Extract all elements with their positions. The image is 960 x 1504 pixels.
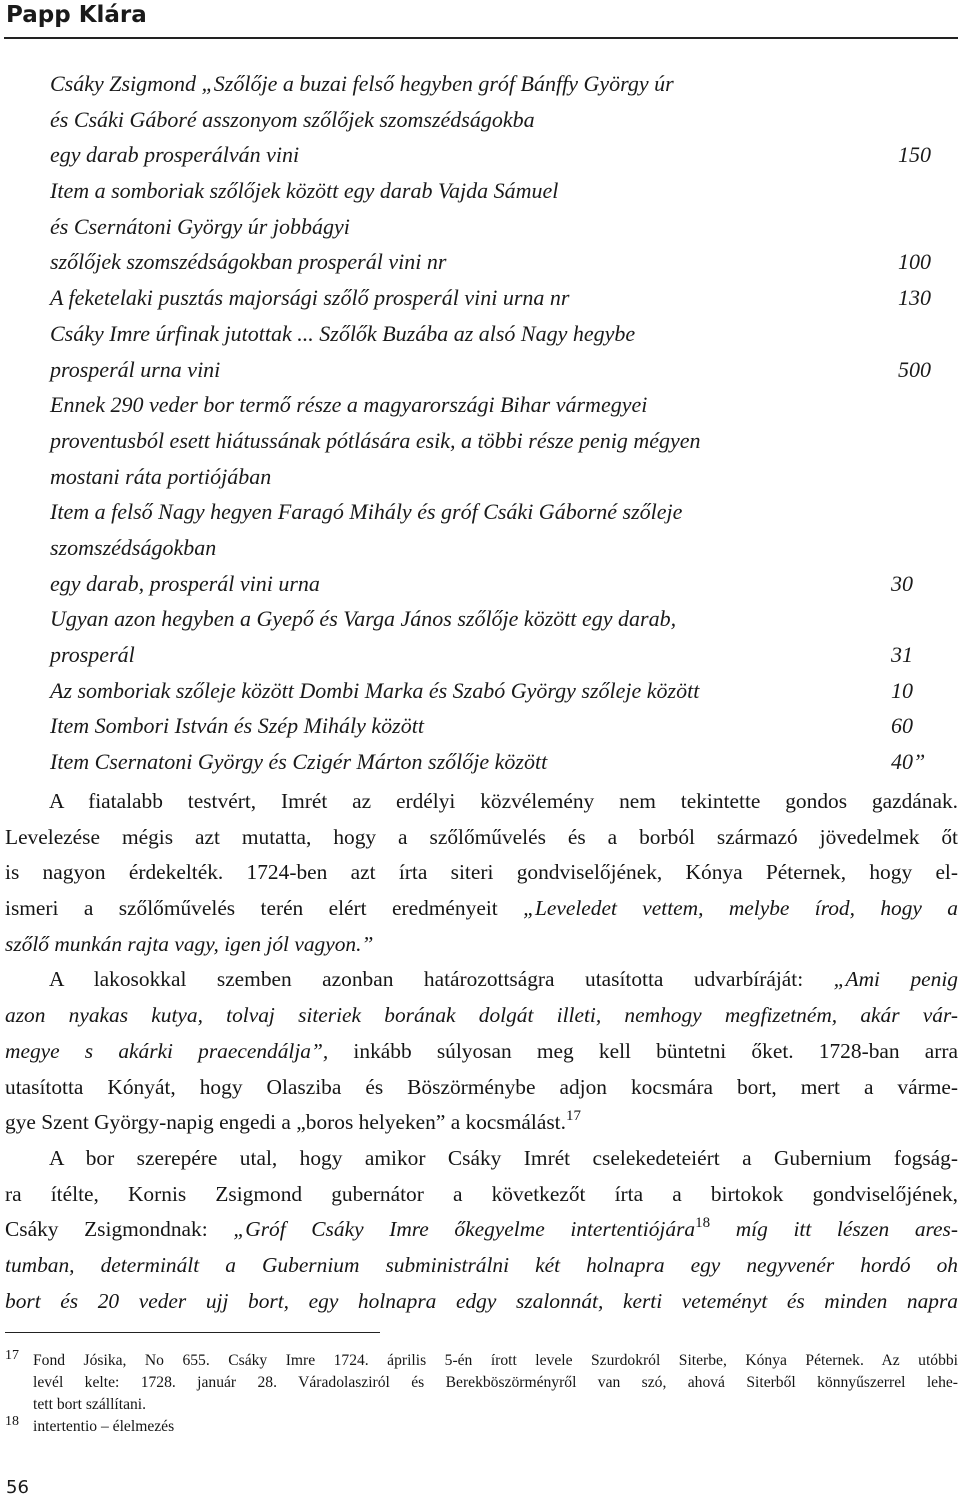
quote-line-value: 150 (898, 142, 931, 168)
paragraph-line: is nagyon érdekelték. 1724-ben azt írta siteri gondviselőjének, Kónya Péternek, hogy el- (5, 860, 958, 885)
quote-line-text: Csáky Imre úrfinak jutottak ... Szőlők Buzába az alsó Nagy hegybe (50, 320, 636, 346)
paragraph-line (5, 1105, 958, 1141)
quote-line-text: mostani ráta portiójában (50, 463, 272, 489)
quote-line (50, 209, 942, 245)
quote-line-text: egy darab, prosperál vini urna (50, 570, 320, 596)
quote-line-text: Ennek 290 veder bor termő része a magyarországi Bihar vármegyei (50, 392, 648, 418)
quote-line (50, 494, 942, 530)
quote-line-text: Item a somboriak szőlőjek között egy darab Vajda Sámuel (50, 178, 559, 204)
quote-line (50, 387, 942, 423)
quote-line-value: 130 (898, 285, 931, 311)
footnote-number: 18 (5, 1414, 19, 1429)
quote-line (50, 601, 942, 637)
paragraph-line: A bor szerepére utal, hogy amikor Csáky Imrét cselekedeteiért a Gubernium fogság- (49, 1145, 958, 1170)
paragraph-line: A fiatalabb testvért, Imrét az erdélyi közvélemény nem tekintette gondos gazdának. (49, 789, 958, 813)
footnote-line: intertentio – élelmezés (33, 1418, 175, 1435)
quoted-text: megye s akárki praecendálja”, (5, 1038, 329, 1063)
quote-line (50, 66, 942, 102)
quote-line-text: Item Sombori István és Szép Mihály között (50, 713, 424, 739)
quoted-text: „Leveledet vettem, melybe írod, hogy a (523, 896, 958, 921)
quote-line (50, 744, 942, 780)
quoted-text: „Gróf Csáky Imre őkegyelme intertentiójára (233, 1217, 696, 1242)
quoted-text: azon nyakas kutya, tolvaj siteriek borának dolgát illeti, nemhogy megfizetném, akár vár- (5, 1003, 958, 1028)
footnote-reference[interactable]: 17 (565, 1108, 581, 1125)
quote-line-value: 100 (898, 249, 931, 275)
quote-line-text: prosperál urna vini (50, 356, 221, 382)
page-number: 56 (6, 1477, 29, 1498)
quote-line-text: és Csáki Gáboré asszonyom szőlőjek szomszédságokba (50, 106, 535, 132)
quote-line (50, 316, 942, 352)
paragraph-line (5, 962, 958, 998)
quoted-text: „Ami penig (833, 967, 958, 992)
quote-line-text: Ugyan azon hegyben a Gyepő és Varga János szőlője között egy darab, (50, 606, 677, 632)
footnote-number: 17 (5, 1348, 19, 1363)
footnote (5, 1416, 958, 1438)
quote-line (50, 280, 942, 316)
quote-line-value: 30 (891, 570, 913, 596)
quote-line-value: 40” (891, 749, 926, 775)
quote-line (50, 423, 942, 459)
quote-line-value: 31 (891, 642, 913, 667)
footnote-line: tett bort szállítani. (33, 1396, 147, 1413)
paragraph-line: Levelezése mégis azt mutatta, hogy a szőlőművelés és a borból származó jövedelmek őt (5, 824, 958, 849)
quote-line-value: 500 (898, 356, 931, 382)
quoted-text: tumban, determinált a Gubernium subministrálni két holnapra egy negyvenér hordó oh (5, 1252, 958, 1277)
quote-line (50, 244, 942, 280)
paragraph-text: ismeri a szőlőművelés terén elért eredményeit (5, 896, 524, 921)
footnote-reference[interactable]: 18 (695, 1215, 711, 1232)
quote-line (50, 137, 942, 173)
paragraph-line (5, 998, 958, 1034)
paragraph-line: utasította Kónyát, hogy Olasziba és Böszörménybe adjon kocsmára bort, mert a várme- (5, 1074, 958, 1099)
quote-line (50, 637, 942, 673)
paragraph-text: gye Szent György-napig engedi a „boros helyeken” a kocsmálást. (5, 1110, 566, 1135)
quote-line-text: szomszédságokban (50, 534, 217, 560)
quote-line (50, 530, 942, 566)
quote-line-text: prosperál (50, 642, 135, 667)
paragraph-line (5, 1248, 958, 1284)
quote-line-text: proventusból esett hiátussának pótlására esik, a többi része penig mégyen (50, 427, 701, 453)
paragraph-line (5, 1034, 958, 1070)
paragraph-text: inkább súlyosan meg kell büntetni őket. 1728-ban arra (328, 1038, 958, 1063)
paragraph-text: Csáky Zsigmondnak: (5, 1217, 234, 1242)
quote-line (50, 173, 942, 209)
paragraph-line (5, 891, 958, 927)
footnote-line: levél kelte: 1728. január 28. Váradolasziról és Berekböszörményről van szó, ahová Siterből könnyűszerrel lehe- (33, 1374, 958, 1391)
body-text (5, 784, 958, 1319)
quote-line (50, 708, 942, 744)
quote-line-text: és Csernátoni György úr jobbágyi (50, 213, 350, 239)
quote-line-text: Csáky Zsigmond „Szőlője a buzai felső hegyben gróf Bánffy György úr (50, 71, 674, 96)
quote-line-text: A feketelaki pusztás majorsági szőlő prosperál vini urna nr (50, 285, 570, 311)
footnote (5, 1350, 958, 1416)
quote-line (50, 352, 942, 388)
footnote-separator (5, 1332, 380, 1333)
quote-line-text: egy darab prosperálván vini (50, 142, 300, 168)
paragraph-line (5, 1284, 958, 1320)
header-rule (4, 37, 958, 39)
quote-line-text: szőlőjek szomszédságokban prosperál vini nr (50, 249, 447, 275)
quoted-text: míg itt lészen ares- (710, 1217, 958, 1242)
quote-line-value: 60 (891, 713, 913, 739)
running-head-author: Papp Klára (6, 2, 147, 28)
quote-line-text: Item a felső Nagy hegyen Faragó Mihály és gróf Csáki Gáborné szőleje (50, 499, 683, 525)
footnotes (5, 1350, 958, 1438)
quoted-inventory (50, 66, 942, 780)
quoted-text: szőlő munkán rajta vagy, igen jól vagyon.” (5, 931, 374, 956)
quote-line-value: 10 (891, 677, 913, 703)
quote-line (50, 673, 942, 709)
paragraph-text: A lakosokkal szemben azonban határozottságra utasította udvarbíráját: (49, 967, 834, 992)
paragraph-line (5, 1212, 958, 1248)
quote-line-text: Item Csernatoni György és Czigér Márton szőlője között (50, 749, 548, 775)
quote-line-text: Az somboriak szőleje között Dombi Marka és Szabó György szőleje között (50, 677, 700, 703)
quoted-text: bort és 20 veder ujj bort, egy holnapra edgy szalonnát, kerti veteményt és minden napra (5, 1288, 958, 1313)
quote-line (50, 102, 942, 138)
footnote-line: Fond Jósika, No 655. Csáky Imre 1724. április 5-én írott levele Szurdokról Siterbe, Kónya Péternek. Az utóbbi (33, 1352, 958, 1369)
quote-line (50, 459, 942, 495)
paragraph-line (5, 927, 958, 963)
paragraph-line: ra ítélte, Kornis Zsigmond gubernátor a következőt írta a birtokok gondviselőjének, (5, 1181, 958, 1206)
quote-line (50, 566, 942, 602)
